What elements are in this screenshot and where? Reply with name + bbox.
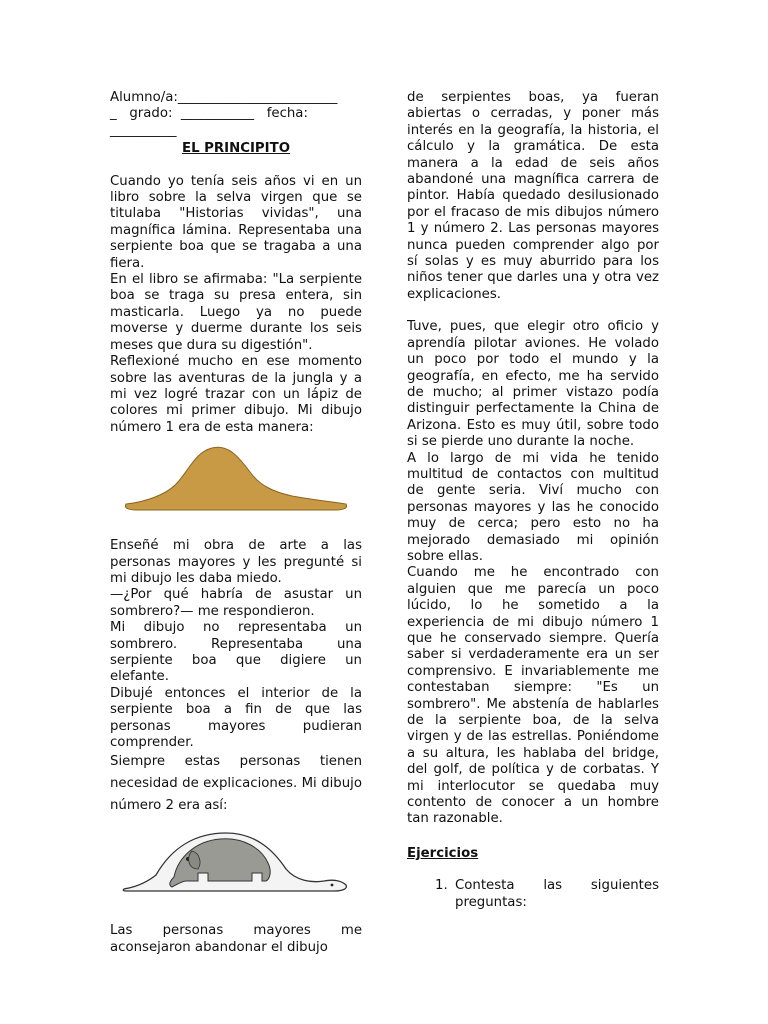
paragraph: A lo largo de mi vida he tenido multitud de contactos con multitud de gente seria. Viví mucho con personas mayores y las he conocido muy de cerca; pero esto no ha mejorado demasiado mi opinión sobre ellas. bbox=[407, 450, 659, 564]
left-column bbox=[110, 90, 362, 956]
paragraph: En el libro se afirmaba: "La serpiente boa se traga su presa entera, sin masticarla. Luego ya no puede moverse y duerme durante los seis meses que dura su digestión". bbox=[110, 272, 362, 353]
paragraph: Cuando yo tenía seis años vi en un libro sobre la selva virgen que se titulaba "Historias vividas", una magnífica lámina. Representaba una serpiente boa que se tragaba a una fiera. bbox=[110, 173, 362, 271]
grade-date-line[interactable]: _ grado: ___________ fecha: bbox=[110, 106, 308, 122]
paragraph: Cuando me he encontrado con alguien que me parecía un poco lúcido, lo he sometido a la experiencia de mi dibujo número 1 que he conservado siempre. Quería saber si verdaderamente era un ser comprensivo. E invariablemente me contestaban siempre: "Es un sombrero". Me abstenía de hablarles de la serpiente boa, de la selva virgen y de las estrellas. Poniéndome a su altura, les hablaba del bridge, del golf, de política y de corbatas. Y mi interlocutor se quedaba muy contento de conocer a un hombre tan razonable. bbox=[407, 565, 659, 827]
date-continuation-line[interactable]: __________ bbox=[110, 122, 177, 138]
right-column bbox=[407, 90, 659, 911]
drawing-2-elephant-in-boa-icon bbox=[116, 823, 356, 903]
paragraph: Tuve, pues, que elegir otro oficio y aprendía pilotar aviones. He volado un poco por todo el mundo y la geografía, en efecto, me ha servido de mucho; al primer vistazo podía distinguir perfectamente la China de Arizona. Esto es muy útil, sobre todo si se pierde uno durante la noche. bbox=[407, 319, 659, 450]
exercise-number: 1. bbox=[435, 878, 448, 894]
paragraph: Enseñé mi obra de arte a las personas mayores y les pregunté si mi dibujo les daba miedo. bbox=[110, 538, 362, 586]
document-title: EL PRINCIPITO bbox=[181, 141, 291, 157]
student-name-line[interactable]: Alumno/a:________________________ bbox=[110, 90, 338, 105]
snake-eye bbox=[331, 884, 334, 887]
drawing-1-hat-icon bbox=[116, 442, 356, 522]
paragraph: Siempre estas personas tienen necesidad de explicaciones. Mi dibujo número 2 era así: bbox=[110, 754, 362, 814]
exercise-item bbox=[435, 878, 659, 911]
exercise-text: Contesta las siguientes preguntas: bbox=[455, 878, 659, 910]
boa-hat-shape bbox=[125, 447, 346, 510]
paragraph: de serpientes boas, ya fueran abiertas o cerradas, y poner más interés en la geografía, la historia, el cálculo y la gramática. De esta manera a la edad de seis años abandoné una magnífica carrera de pintor. Había quedado desilusionado por el fracaso de mis dibujos número 1 y número 2. Las personas mayores nunca pueden comprender algo por sí solas y es muy aburrido para los niños tener que darles una y otra vez explicaciones. bbox=[407, 90, 659, 302]
paragraph: Dibujé entonces el interior de la serpiente boa a fin de que las personas mayores pudieran comprender. bbox=[110, 685, 362, 750]
exercises-heading: Ejercicios bbox=[407, 845, 479, 861]
paragraph: Reflexioné mucho en ese momento sobre las aventuras de la jungla y a mi vez logré trazar con un lápiz de colores mi primer dibujo. Mi dibujo número 1 era de esta manera: bbox=[110, 354, 362, 435]
paragraph: —¿Por qué habría de asustar un sombrero?— me respondieron. bbox=[110, 587, 362, 619]
paragraph: Mi dibujo no representaba un sombrero. Representaba una serpiente boa que digiere un elefante. bbox=[110, 620, 362, 685]
paragraph: Las personas mayores me aconsejaron abandonar el dibujo bbox=[110, 923, 362, 955]
